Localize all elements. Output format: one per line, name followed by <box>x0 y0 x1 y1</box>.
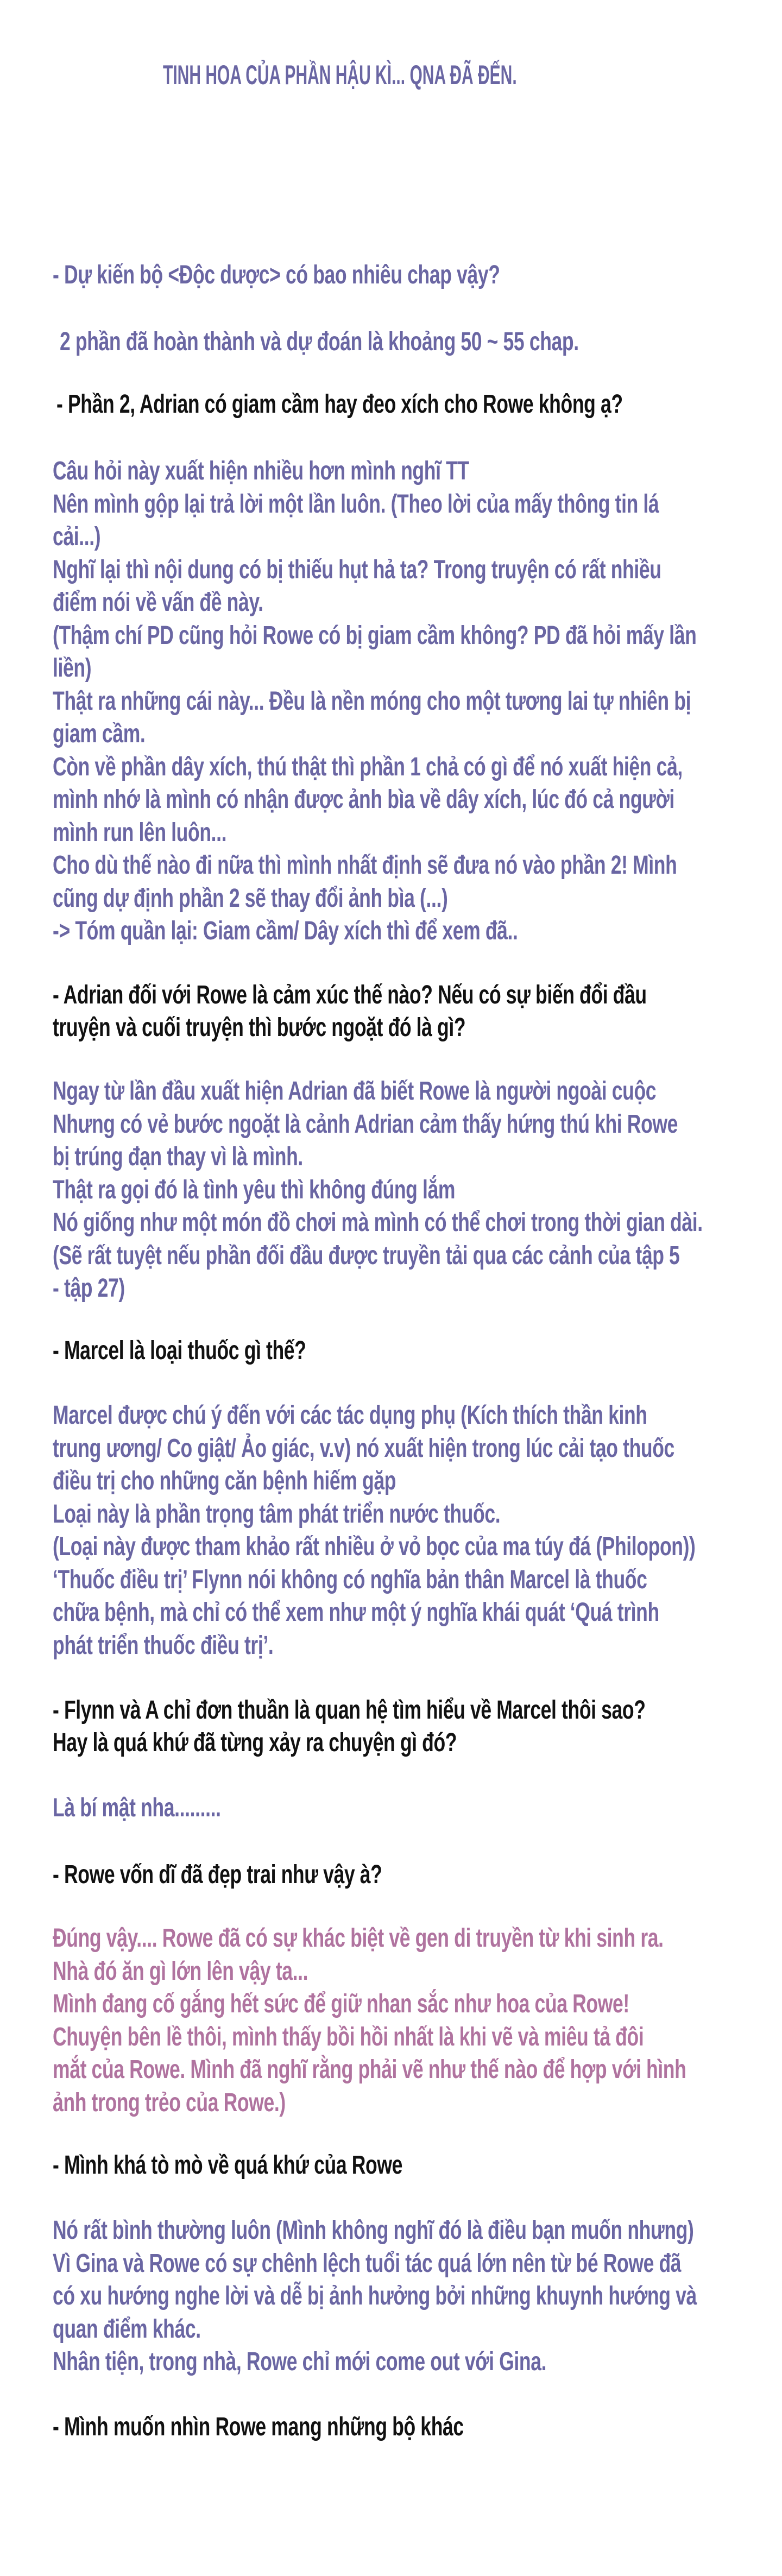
answer-line: phát triển thuốc điều trị’. <box>53 1631 274 1660</box>
answer-line: Nó giống như một món đồ chơi mà mình có thể chơi trong thời gian dài. <box>53 1208 703 1237</box>
question-line: - Adrian đối với Rowe là cảm xúc thế nào? Nếu có sự biến đổi đầu <box>53 981 647 1009</box>
answer-line: có xu hướng nghe lời và dễ bị ảnh hưởng bởi những khuynh hướng và <box>53 2282 697 2310</box>
answer-line: (Loại này được tham khảo rất nhiều ở vỏ bọc của ma túy đá (Philopon)) <box>53 1532 696 1561</box>
question-line: - Mình khá tò mò về quá khứ của Rowe <box>53 2151 402 2180</box>
answer-line: -> Tóm quần lại: Giam cầm/ Dây xích thì để xem đã.. <box>53 917 518 945</box>
answer-line: Ngay từ lần đầu xuất hiện Adrian đã biết Rowe là người ngoài cuộc <box>53 1077 657 1106</box>
question-line: - Rowe vốn dĩ đã đẹp trai như vậy à? <box>53 1860 382 1889</box>
answer-line: Chuyện bên lề thôi, mình thấy bồi hồi nhất là khi vẽ và miêu tả đôi <box>53 2022 644 2051</box>
answer-line: Vì Gina và Rowe có sự chênh lệch tuổi tác quá lớn nên từ bé Rowe đã <box>53 2249 682 2278</box>
answer-line: Cho dù thế nào đi nữa thì mình nhất định sẽ đưa nó vào phần 2! Mình <box>53 851 677 880</box>
answer-line: giam cầm. <box>53 719 146 748</box>
answer-line: Đúng vậy.... Rowe đã có sự khác biệt về gen di truyền từ khi sinh ra. <box>53 1924 664 1953</box>
answer-line: Loại này là phần trọng tâm phát triển nước thuốc. <box>53 1499 501 1529</box>
answer-line: quan điểm khác. <box>53 2314 201 2344</box>
answer-line: ảnh trong trẻo của Rowe.) <box>53 2088 286 2117</box>
answer-line: mắt của Rowe. Mình đã nghĩ rằng phải vẽ như thế nào để hợp với hình <box>53 2055 686 2084</box>
answer-line: Còn về phần dây xích, thú thật thì phần 1 chả có gì để nó xuất hiện cả, <box>53 752 683 781</box>
answer-line: Là bí mật nha......... <box>53 1794 221 1822</box>
answer-line: Nên mình gộp lại trả lời một lần luôn. (Theo lời của mấy thông tin lá <box>53 489 659 519</box>
answer-line: Câu hỏi này xuất hiện nhiều hơn mình nghĩ TT <box>53 457 469 485</box>
answer-line: (Sẽ rất tuyệt nếu phần đối đầu được truyền tải qua các cảnh của tập 5 <box>53 1241 680 1270</box>
answer-line: mình run lên luôn... <box>53 818 227 847</box>
answer-line: Nhưng có vẻ bước ngoặt là cảnh Adrian cảm thấy hứng thú khi Rowe <box>53 1109 678 1139</box>
answer-line: điểm nói về vấn đề này. <box>53 588 263 617</box>
answer-line: Mình đang cố gắng hết sức để giữ nhan sắc như hoa của Rowe! <box>53 1990 629 2018</box>
answer-line: cũng dự định phần 2 sẽ thay đổi ảnh bìa (...) <box>53 883 448 913</box>
answer-line: ‘Thuốc điều trị’ Flynn nói không có nghĩa bản thân Marcel là thuốc <box>53 1565 647 1594</box>
answer-line: (Thậm chí PD cũng hỏi Rowe có bị giam cầm không? PD đã hỏi mấy lần <box>53 621 697 650</box>
question-line: - Flynn và A chỉ đơn thuần là quan hệ tìm hiểu về Marcel thôi sao? <box>53 1696 646 1725</box>
answer-line: Nó rất bình thường luôn (Mình không nghĩ đó là điều bạn muốn nhưng) <box>53 2216 694 2245</box>
answer-line: Nhân tiện, trong nhà, Rowe chỉ mới come out với Gina. <box>53 2347 547 2376</box>
answer-line: trung ương/ Co giật/ Ảo giác, v.v) nó xuất hiện trong lúc cải tạo thuốc <box>53 1434 674 1463</box>
question-line: truyện và cuối truyện thì bước ngoặt đó là gì? <box>53 1013 466 1042</box>
page-title: TINH HOA CỦA PHẦN HẬU KÌ... QNA ĐÃ ĐẾN. <box>163 60 517 90</box>
answer-line: liền) <box>53 654 92 683</box>
question-line: Hay là quá khứ đã từng xảy ra chuyện gì đó? <box>53 1728 457 1757</box>
answer-line: mình nhớ là mình có nhận được ảnh bìa về dây xích, lúc đó cả người <box>53 785 674 814</box>
answer-line: Nhà đó ăn gì lớn lên vậy ta... <box>53 1956 308 1986</box>
answer-line: cải...) <box>53 522 101 551</box>
answer-line: chữa bệnh, mà chỉ có thể xem như một ý nghĩa khái quát ‘Quá trình <box>53 1598 659 1627</box>
answer-line: Thật ra những cái này... Đều là nền móng cho một tương lai tự nhiên bị <box>53 686 691 716</box>
answer-line: - tập 27) <box>53 1274 125 1303</box>
answer-line: Nghĩ lại thì nội dung có bị thiếu hụt hả ta? Trong truyện có rất nhiều <box>53 555 661 584</box>
question-line: - Phần 2, Adrian có giam cầm hay đeo xích cho Rowe không ạ? <box>56 390 623 419</box>
answer-line: bị trúng đạn thay vì là mình. <box>53 1142 303 1171</box>
answer-line: 2 phần đã hoàn thành và dự đoán là khoảng 50 ~ 55 chap. <box>60 327 579 356</box>
question-line: - Mình muốn nhìn Rowe mang những bộ khác <box>53 2413 464 2441</box>
answer-line: điều trị cho những căn bệnh hiếm gặp <box>53 1467 396 1495</box>
question-line: - Marcel là loại thuốc gì thế? <box>53 1336 306 1365</box>
answer-line: - Dự kiến bộ <Độc dược> có bao nhiêu chap vậy? <box>53 261 500 289</box>
answer-line: Thật ra gọi đó là tình yêu thì không đúng lắm <box>53 1175 456 1204</box>
answer-line: Marcel được chú ý đến với các tác dụng phụ (Kích thích thần kinh <box>53 1401 647 1430</box>
